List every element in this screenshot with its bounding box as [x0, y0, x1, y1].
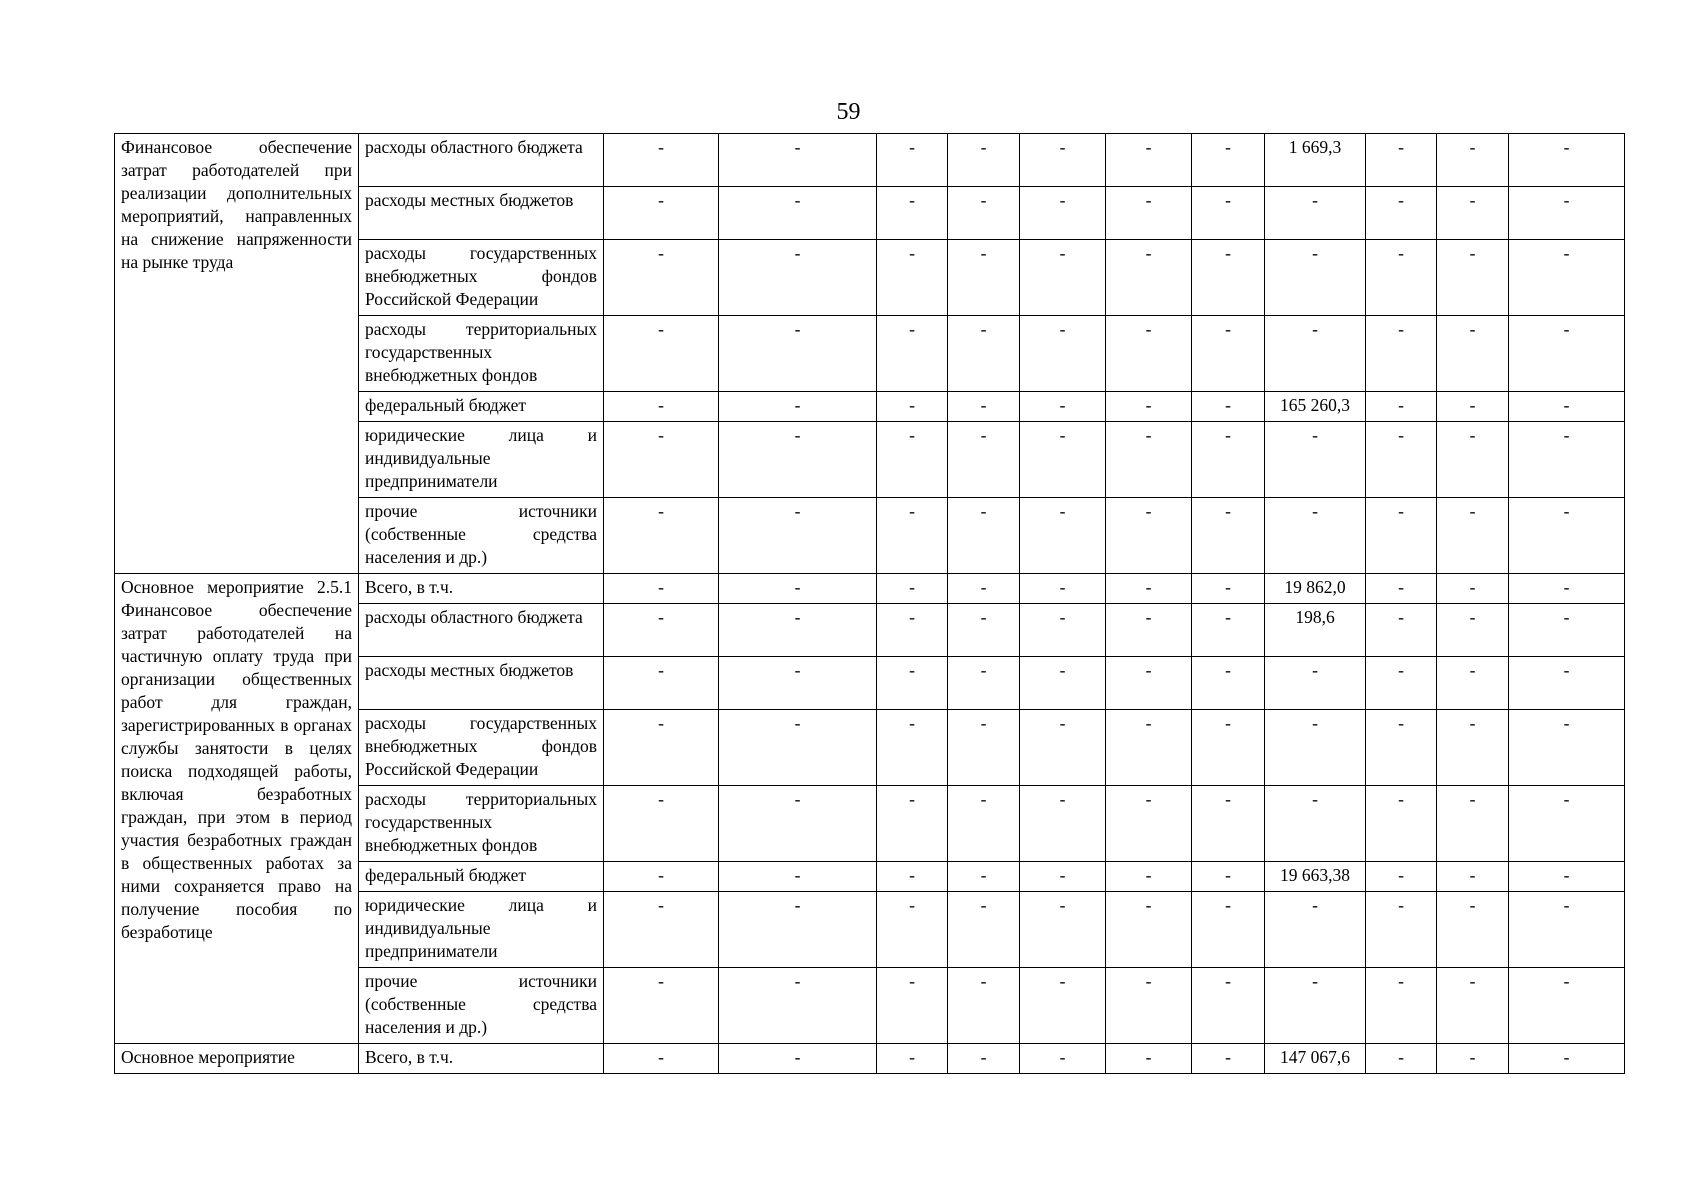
measure-description: Основное мероприятие [115, 1044, 359, 1074]
value-cell: - [948, 422, 1020, 498]
value-cell: - [1192, 134, 1265, 187]
value-cell: - [1192, 604, 1265, 657]
value-cell: - [604, 574, 719, 604]
value-cell: - [719, 316, 877, 392]
value-cell: - [1106, 240, 1192, 316]
value-cell: - [1437, 604, 1509, 657]
value-cell: - [604, 498, 719, 574]
value-cell: - [1366, 710, 1437, 786]
value-cell: - [1020, 968, 1106, 1044]
value-cell: - [604, 710, 719, 786]
value-cell: - [1192, 498, 1265, 574]
value-cell: - [877, 862, 948, 892]
measure-description: Основное мероприятие 2.5.1 Финансовое обеспечение затрат работодателей на частичную оплату труда при организации общественных работ для граждан, зарегистрированных в органах службы занятости в целях поиска подходящей работы, включая безработных граждан, при этом в период участия безработных граждан в общественных работах за ними сохраняется право на получение пособия по безработице [115, 574, 359, 1044]
value-cell: - [604, 786, 719, 862]
value-cell: - [1437, 134, 1509, 187]
value-cell: - [719, 392, 877, 422]
value-cell: - [1192, 968, 1265, 1044]
funding-source: расходы областного бюджета [359, 134, 604, 187]
value-cell: - [1192, 316, 1265, 392]
value-cell: - [1106, 968, 1192, 1044]
value-cell: - [1366, 604, 1437, 657]
value-cell: - [1192, 422, 1265, 498]
value-cell: - [719, 786, 877, 862]
value-cell: - [1509, 422, 1625, 498]
value-cell: - [1106, 187, 1192, 240]
value-cell: - [877, 498, 948, 574]
value-cell: - [604, 240, 719, 316]
value-cell: - [877, 422, 948, 498]
value-cell: - [1366, 862, 1437, 892]
value-cell: - [1437, 240, 1509, 316]
value-cell: - [1106, 498, 1192, 574]
value-cell: - [1265, 786, 1366, 862]
value-cell: - [604, 316, 719, 392]
value-cell: - [719, 710, 877, 786]
value-cell: - [1106, 316, 1192, 392]
value-cell: - [1437, 786, 1509, 862]
value-cell: - [1192, 392, 1265, 422]
value-cell: - [877, 1044, 948, 1074]
value-cell: - [948, 392, 1020, 422]
value-cell: - [719, 498, 877, 574]
value-cell: - [1265, 316, 1366, 392]
budget-table-body [115, 134, 1625, 1074]
value-cell: - [1437, 316, 1509, 392]
funding-source: расходы местных бюджетов [359, 657, 604, 710]
value-cell: 147 067,6 [1265, 1044, 1366, 1074]
value-cell: - [719, 862, 877, 892]
funding-source: прочие источники (собственные средства населения и др.) [359, 498, 604, 574]
value-cell: - [1265, 498, 1366, 574]
funding-source: федеральный бюджет [359, 392, 604, 422]
value-cell: - [1106, 134, 1192, 187]
value-cell: - [1366, 657, 1437, 710]
funding-source: расходы территориальных государственных внебюджетных фондов [359, 316, 604, 392]
value-cell: - [877, 316, 948, 392]
value-cell: - [948, 498, 1020, 574]
budget-table [114, 133, 1625, 1074]
value-cell: - [1437, 574, 1509, 604]
table-row [115, 134, 1625, 187]
value-cell: - [1192, 240, 1265, 316]
value-cell: - [877, 392, 948, 422]
value-cell: - [604, 187, 719, 240]
value-cell: - [719, 134, 877, 187]
value-cell: - [877, 657, 948, 710]
value-cell: - [1366, 316, 1437, 392]
value-cell: - [1192, 1044, 1265, 1074]
value-cell: - [1020, 1044, 1106, 1074]
value-cell: - [877, 710, 948, 786]
value-cell: - [1366, 422, 1437, 498]
value-cell: - [1509, 498, 1625, 574]
value-cell: - [604, 1044, 719, 1074]
value-cell: - [948, 862, 1020, 892]
value-cell: - [1020, 862, 1106, 892]
value-cell: - [948, 1044, 1020, 1074]
value-cell: - [1437, 1044, 1509, 1074]
value-cell: - [948, 786, 1020, 862]
value-cell: 165 260,3 [1265, 392, 1366, 422]
value-cell: - [948, 604, 1020, 657]
value-cell: - [1366, 240, 1437, 316]
value-cell: - [604, 657, 719, 710]
value-cell: - [1437, 892, 1509, 968]
value-cell: - [1265, 240, 1366, 316]
value-cell: - [948, 134, 1020, 187]
value-cell: - [1192, 574, 1265, 604]
value-cell: - [948, 892, 1020, 968]
value-cell: - [719, 604, 877, 657]
value-cell: - [1265, 892, 1366, 968]
value-cell: - [1192, 862, 1265, 892]
value-cell: - [948, 240, 1020, 316]
value-cell: - [1020, 498, 1106, 574]
value-cell: - [1509, 892, 1625, 968]
value-cell: - [1020, 892, 1106, 968]
value-cell: - [1020, 240, 1106, 316]
funding-source: расходы местных бюджетов [359, 187, 604, 240]
value-cell: - [877, 604, 948, 657]
value-cell: - [1437, 862, 1509, 892]
funding-source: прочие источники (собственные средства населения и др.) [359, 968, 604, 1044]
table-row [115, 574, 1625, 604]
value-cell: - [1437, 710, 1509, 786]
value-cell: - [1106, 657, 1192, 710]
funding-source: Всего, в т.ч. [359, 574, 604, 604]
value-cell: - [1437, 498, 1509, 574]
value-cell: - [719, 1044, 877, 1074]
value-cell: - [604, 422, 719, 498]
value-cell: 19 862,0 [1265, 574, 1366, 604]
value-cell: - [1106, 892, 1192, 968]
value-cell: - [1509, 134, 1625, 187]
value-cell: - [1020, 710, 1106, 786]
value-cell: - [1437, 968, 1509, 1044]
value-cell: - [877, 786, 948, 862]
value-cell: - [1437, 187, 1509, 240]
value-cell: - [1509, 657, 1625, 710]
value-cell: - [877, 134, 948, 187]
value-cell: - [1192, 710, 1265, 786]
value-cell: - [719, 657, 877, 710]
value-cell: - [877, 968, 948, 1044]
value-cell: - [604, 134, 719, 187]
value-cell: - [948, 316, 1020, 392]
value-cell: - [1265, 968, 1366, 1044]
value-cell: - [1366, 786, 1437, 862]
value-cell: - [1192, 187, 1265, 240]
value-cell: - [1509, 786, 1625, 862]
value-cell: - [1020, 187, 1106, 240]
value-cell: - [1192, 786, 1265, 862]
value-cell: - [877, 892, 948, 968]
value-cell: - [604, 862, 719, 892]
value-cell: - [1437, 422, 1509, 498]
value-cell: - [1020, 316, 1106, 392]
value-cell: 19 663,38 [1265, 862, 1366, 892]
value-cell: - [948, 657, 1020, 710]
value-cell: - [1020, 657, 1106, 710]
value-cell: - [1509, 862, 1625, 892]
measure-description: Финансовое обеспечение затрат работодателей при реализации дополнительных мероприятий, направленных на снижение напряженности на рынке труда [115, 134, 359, 574]
value-cell: 1 669,3 [1265, 134, 1366, 187]
value-cell: - [1366, 1044, 1437, 1074]
value-cell: - [1106, 786, 1192, 862]
value-cell: - [1106, 574, 1192, 604]
value-cell: - [1106, 1044, 1192, 1074]
value-cell: - [604, 892, 719, 968]
value-cell: - [1020, 392, 1106, 422]
value-cell: - [604, 604, 719, 657]
value-cell: - [948, 574, 1020, 604]
value-cell: - [719, 187, 877, 240]
table-row [115, 1044, 1625, 1074]
value-cell: - [719, 422, 877, 498]
value-cell: - [1106, 604, 1192, 657]
value-cell: - [1265, 187, 1366, 240]
value-cell: - [1366, 498, 1437, 574]
value-cell: - [604, 392, 719, 422]
funding-source: юридические лица и индивидуальные предприниматели [359, 422, 604, 498]
value-cell: - [1437, 392, 1509, 422]
page-number: 59 [836, 99, 861, 125]
value-cell: - [719, 574, 877, 604]
value-cell: - [1265, 422, 1366, 498]
value-cell: - [1509, 710, 1625, 786]
funding-source: расходы государственных внебюджетных фондов Российской Федерации [359, 240, 604, 316]
value-cell: - [1106, 862, 1192, 892]
value-cell: 198,6 [1265, 604, 1366, 657]
funding-source: расходы государственных внебюджетных фондов Российской Федерации [359, 710, 604, 786]
value-cell: - [604, 968, 719, 1044]
value-cell: - [1509, 187, 1625, 240]
value-cell: - [1265, 710, 1366, 786]
value-cell: - [877, 574, 948, 604]
value-cell: - [1509, 240, 1625, 316]
value-cell: - [1509, 316, 1625, 392]
value-cell: - [1366, 392, 1437, 422]
value-cell: - [1020, 604, 1106, 657]
value-cell: - [1106, 422, 1192, 498]
value-cell: - [719, 892, 877, 968]
value-cell: - [1106, 392, 1192, 422]
funding-source: Всего, в т.ч. [359, 1044, 604, 1074]
value-cell: - [948, 968, 1020, 1044]
value-cell: - [1020, 422, 1106, 498]
value-cell: - [1020, 134, 1106, 187]
value-cell: - [1366, 892, 1437, 968]
value-cell: - [719, 968, 877, 1044]
value-cell: - [1437, 657, 1509, 710]
value-cell: - [1192, 892, 1265, 968]
value-cell: - [948, 187, 1020, 240]
value-cell: - [1509, 392, 1625, 422]
value-cell: - [1366, 134, 1437, 187]
value-cell: - [1020, 574, 1106, 604]
value-cell: - [719, 240, 877, 316]
value-cell: - [1509, 604, 1625, 657]
funding-source: федеральный бюджет [359, 862, 604, 892]
value-cell: - [948, 710, 1020, 786]
value-cell: - [1366, 574, 1437, 604]
value-cell: - [1106, 710, 1192, 786]
value-cell: - [1366, 187, 1437, 240]
value-cell: - [1366, 968, 1437, 1044]
value-cell: - [877, 187, 948, 240]
funding-source: расходы территориальных государственных внебюджетных фондов [359, 786, 604, 862]
value-cell: - [1509, 1044, 1625, 1074]
value-cell: - [1509, 574, 1625, 604]
value-cell: - [1192, 657, 1265, 710]
value-cell: - [1265, 657, 1366, 710]
value-cell: - [877, 240, 948, 316]
funding-source: расходы областного бюджета [359, 604, 604, 657]
value-cell: - [1509, 968, 1625, 1044]
value-cell: - [1020, 786, 1106, 862]
funding-source: юридические лица и индивидуальные предприниматели [359, 892, 604, 968]
